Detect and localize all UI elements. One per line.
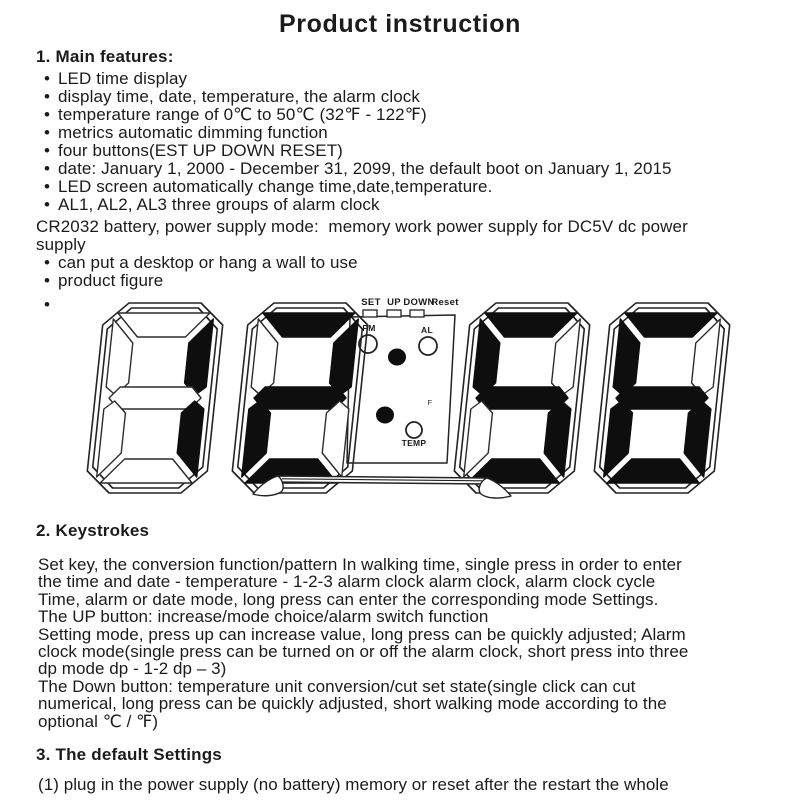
default-settings-heading: 3. The default Settings <box>36 745 222 764</box>
digit-segment-g <box>475 387 569 409</box>
list-item: • LED screen automatically change time,date,temperature. <box>36 178 774 196</box>
digit-segment-f <box>250 319 280 395</box>
digit-segment-a <box>622 313 717 337</box>
led-clock-drawing <box>70 293 750 508</box>
list-item: • product figure <box>36 272 774 290</box>
list-item: • temperature range of 0℃ to 50℃ (32℉ - 122℉) <box>36 106 774 124</box>
text-line: the time and date - temperature - 1-2-3 alarm clock alarm clock, alarm clock cycle <box>38 572 656 592</box>
clock-stand <box>253 476 511 498</box>
seven-segment-digit-3 <box>452 303 592 493</box>
digit-segment-d <box>607 459 702 483</box>
colon-dot-bottom <box>377 407 394 423</box>
product-figure <box>70 293 750 508</box>
seven-segment-digit-4 <box>592 303 732 493</box>
list-item: • metrics automatic dimming function <box>36 124 774 142</box>
battery-note <box>36 218 774 254</box>
battery-note-line: supply <box>36 235 86 254</box>
digit-segment-a <box>482 313 577 337</box>
features-bullet-list <box>36 70 774 214</box>
list-item: • date: January 1, 2000 - December 31, 2099, the default boot on January 1, 2015 <box>36 160 774 178</box>
text-line: Set key, the conversion function/pattern In walking time, single press in order to enter <box>38 555 682 574</box>
digit-segment-g <box>108 387 202 409</box>
list-item: • AL1, AL2, AL3 three groups of alarm clock <box>36 196 774 214</box>
digit-segment-c <box>542 401 572 477</box>
digit-segment-c <box>682 401 712 477</box>
section-main-features <box>36 47 774 296</box>
fahrenheit-indicator-label: F <box>427 398 433 407</box>
digit-segment-f <box>612 319 642 395</box>
keystrokes-paragraph <box>38 556 778 730</box>
list-item: • display time, date, temperature, the alarm clock <box>36 88 774 106</box>
text-line: The UP button: increase/mode choice/alarm switch function <box>38 607 489 627</box>
text-line: dp mode dp - 1-2 dp – 3) <box>38 659 227 679</box>
text-line: numerical, long press can be quickly adjusted, short walking mode according to the <box>38 694 667 714</box>
temp-indicator-label: TEMP <box>401 438 427 448</box>
text-line: optional ℃ / ℉) <box>38 711 159 731</box>
al-indicator-label: AL <box>421 325 433 335</box>
colon-dot-top <box>389 349 406 365</box>
digit-segment-g <box>253 387 347 409</box>
default-settings-paragraph <box>38 776 778 793</box>
list-item: • LED time display <box>36 70 774 88</box>
pm-indicator-label: PM <box>362 323 376 333</box>
up-button-icon <box>387 310 401 317</box>
keystrokes-heading: 2. Keystrokes <box>36 521 150 540</box>
page-title: Product instruction <box>279 10 521 38</box>
temp-indicator-led <box>406 422 422 438</box>
down-button-label: DOWN <box>403 297 435 308</box>
reset-button-label: Reset <box>431 297 459 308</box>
digit-segment-a <box>260 313 355 337</box>
set-button-label: SET <box>361 297 381 308</box>
battery-note-line: CR2032 battery, power supply mode: memory work power supply for DC5V dc power <box>36 217 688 236</box>
digit-segment-g <box>615 387 709 409</box>
text-line: The Down button: temperature unit conversion/cut set state(single click can cut <box>38 676 636 696</box>
down-button-icon <box>410 310 424 317</box>
features-heading: 1. Main features: <box>36 47 174 66</box>
set-button-icon <box>363 310 377 317</box>
digit-segment-a <box>115 313 210 337</box>
seven-segment-digit-1 <box>85 303 225 493</box>
text-line: Time, alarm or date mode, long press can enter the corresponding mode Settings. <box>38 589 659 609</box>
text-line: (1) plug in the power supply (no battery) memory or reset after the restart the whole <box>38 775 669 794</box>
list-item: • four buttons(EST UP DOWN RESET) <box>36 142 774 160</box>
digit-segment-c <box>320 401 350 477</box>
al-indicator-led <box>419 337 437 355</box>
list-item: • can put a desktop or hang a wall to use <box>36 254 774 272</box>
text-line: clock mode(single press can be turned on or off the alarm clock, short press into three <box>38 642 689 662</box>
digit-segment-d <box>100 459 195 483</box>
digit-segment-f <box>105 319 135 395</box>
digit-segment-c <box>175 401 205 477</box>
text-line: Setting mode, press up can increase value, long press can be quickly adjusted; Alarm <box>38 624 686 644</box>
up-button-label: UP <box>387 297 401 308</box>
digit-segment-f <box>472 319 502 395</box>
